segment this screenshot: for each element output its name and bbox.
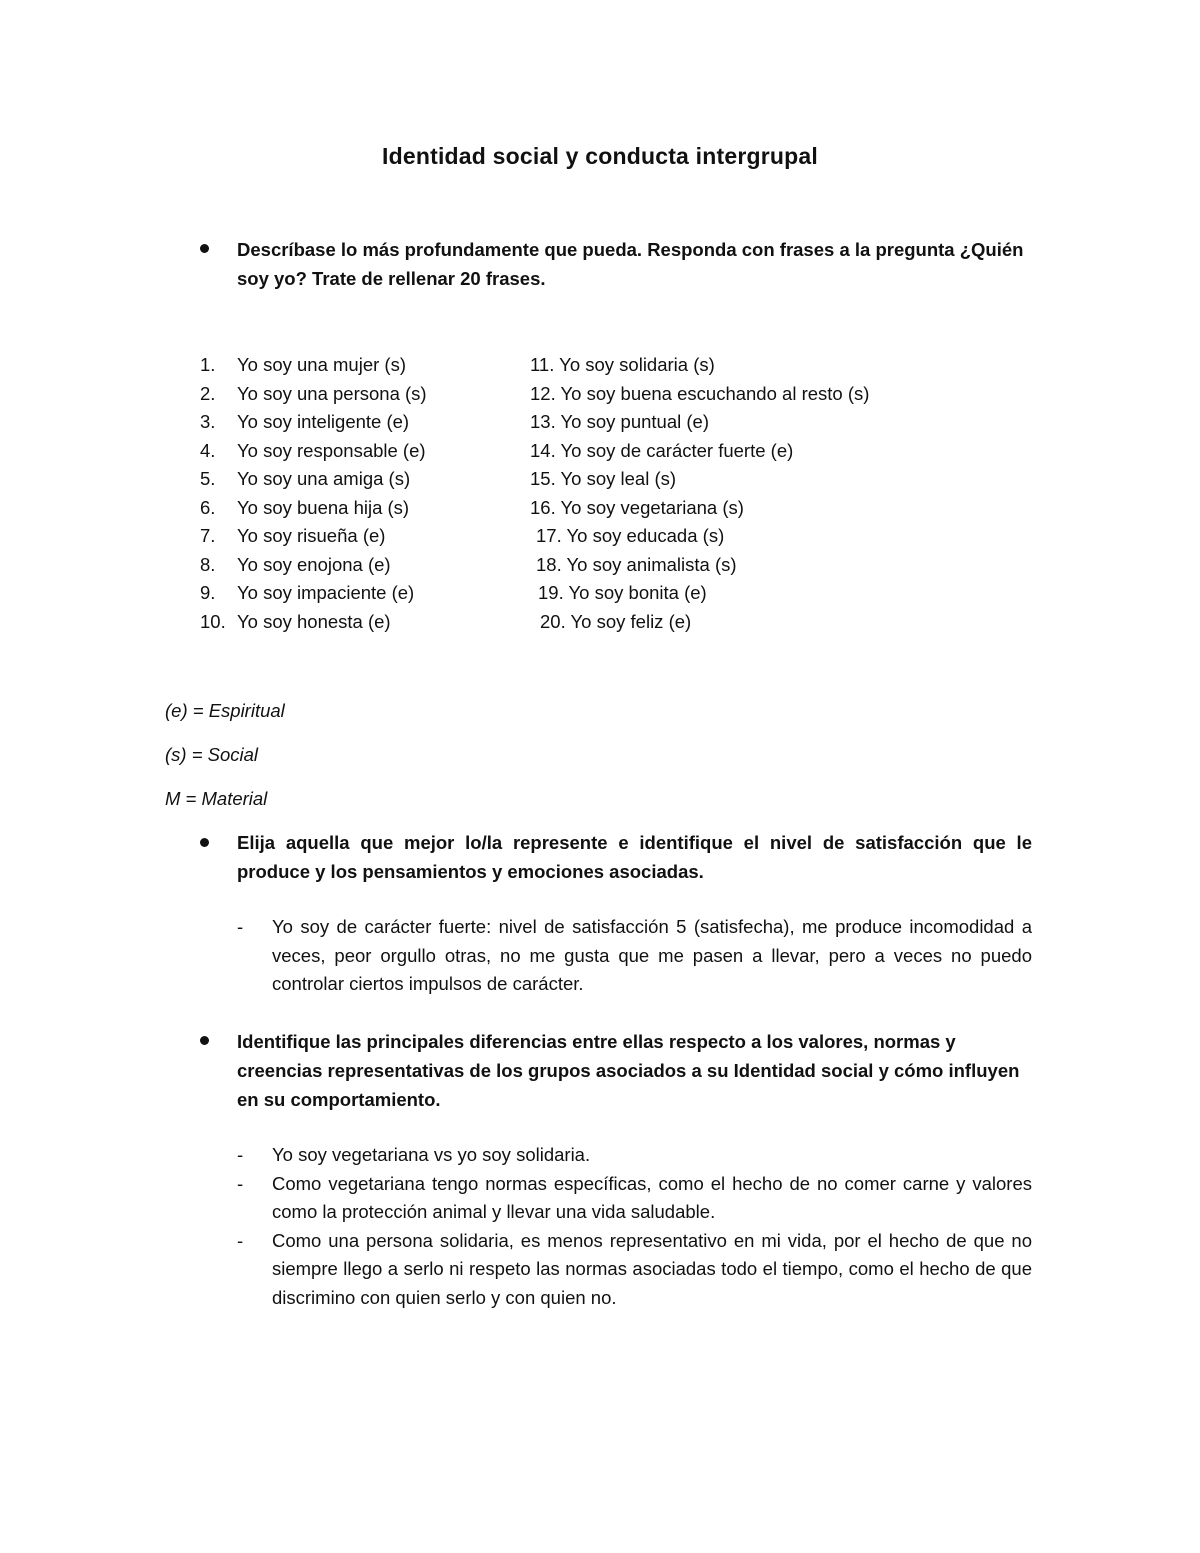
list-item: 10. Yo soy honesta (e) (200, 610, 391, 632)
list-item: 16. Yo soy vegetariana (s) (530, 496, 744, 518)
list-item: 12. Yo soy buena escuchando al resto (s) (530, 382, 870, 404)
list-item: 11. Yo soy solidaria (s) (530, 354, 715, 375)
bullet-question-2: Elija aquella que mejor lo/la represente e identifique el nivel de satisfacción que le produce y los pensamientos y emociones asociadas. (237, 832, 1032, 882)
list-item: 14. Yo soy de carácter fuerte (e) (530, 439, 794, 461)
list-item: 18. Yo soy animalista (s) (536, 553, 737, 575)
bullet-icon (200, 1036, 209, 1045)
list-item: - Yo soy vegetariana vs yo soy solidaria. (237, 1141, 1032, 1170)
dash-marker: - (237, 916, 244, 937)
list-item: 13. Yo soy puntual (e) (530, 411, 709, 432)
list-item: 6. Yo soy buena hija (s) (200, 496, 410, 518)
list-item: 5. Yo soy una amiga (s) (200, 468, 411, 489)
list-item: - Como vegetariana tengo normas específicas, como el hecho de no comer carne y valores como la protección animal y llevar una vida saludable. (237, 1170, 1032, 1227)
list-item: 17. Yo soy educada (s) (536, 525, 725, 546)
list-item: 9. Yo soy impaciente (e) (200, 582, 415, 603)
dash-marker: - (237, 1144, 244, 1165)
list-item: 1. Yo soy una mujer (s) (200, 354, 406, 375)
bullet-icon (200, 244, 209, 253)
answer-list-left (200, 351, 427, 636)
list-item: - Como una persona solidaria, es menos representativo en mi vida, por el hecho de que no siempre llego a serlo ni respeto las normas asociadas todo el tiempo, como el hecho de que discrimino con quien serlo y con quien no. (237, 1227, 1032, 1313)
answer-dash-list (237, 1141, 1032, 1312)
bullet-question-3: Identifique las principales diferencias entre ellas respecto a los valores, normas y creencias representativas de los grupos asociados a su Identidad social y cómo influyen en su comportamiento. (237, 1031, 1020, 1110)
list-item: 19. Yo soy bonita (e) (538, 582, 707, 603)
legend-material: M = Material (165, 788, 268, 809)
list-item: 4. Yo soy responsable (e) (200, 439, 426, 461)
answer-list-right (530, 351, 869, 636)
answer-dash-1: - Yo soy de carácter fuerte: nivel de satisfacción 5 (satisfecha), me produce incomodidad a veces, peor orgullo otras, no me gusta que me pasen a llevar, pero a veces no puedo controlar ciertos impulsos de carácter. (237, 913, 1032, 999)
list-item: 3. Yo soy inteligente (e) (200, 411, 410, 432)
list-item: 7. Yo soy risueña (e) (200, 525, 386, 546)
bullet-icon (200, 838, 209, 847)
legend-social: (s) = Social (165, 744, 259, 765)
legend-espiritual: (e) = Espiritual (165, 700, 285, 721)
dash-marker: - (237, 1229, 244, 1251)
list-item: 8. Yo soy enojona (e) (200, 553, 391, 575)
list-item: 2. Yo soy una persona (s) (200, 382, 427, 404)
page-title: Identidad social y conducta intergrupal (382, 143, 818, 169)
dash-marker: - (237, 1172, 244, 1194)
bullet-question-1: Descríbase lo más profundamente que pueda. Responda con frases a la pregunta ¿Quién soy yo? Trate de rellenar 20 frases. (237, 239, 1024, 289)
list-item: 15. Yo soy leal (s) (530, 468, 677, 489)
list-item: 20. Yo soy feliz (e) (540, 610, 692, 632)
